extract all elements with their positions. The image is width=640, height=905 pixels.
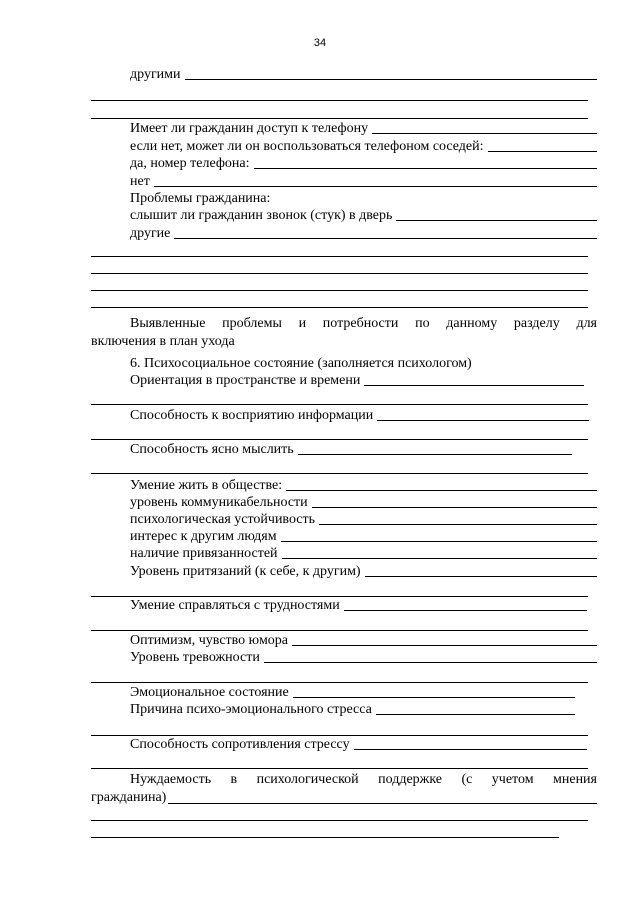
blank-line[interactable]: [91, 473, 588, 474]
line-society: [91, 477, 597, 494]
blank-line[interactable]: [91, 290, 588, 291]
blank-no[interactable]: [154, 186, 597, 187]
line-problems: [91, 190, 597, 207]
line-coping: [91, 597, 597, 614]
blank-attachments[interactable]: [282, 558, 597, 559]
support-need-line1: Нуждаемость в психологической поддержке (с учетом мнения: [130, 772, 597, 787]
label-anxiety: Уровень тревожности: [130, 650, 260, 665]
blank-society[interactable]: [286, 490, 597, 491]
line-drugimi: [91, 66, 597, 83]
line-others: [91, 225, 597, 242]
identified-problems-line2: включения в план ухода: [91, 334, 235, 349]
line-stress-resistance: [91, 736, 597, 753]
label-no: нет: [130, 174, 150, 189]
label-drugimi: другими: [130, 67, 181, 82]
blank-communication[interactable]: [312, 507, 597, 508]
blank-line[interactable]: [91, 682, 588, 683]
blank-line[interactable]: [91, 820, 588, 821]
label-problems: Проблемы гражданина:: [130, 191, 271, 206]
line-attachments: [91, 545, 597, 562]
blank-line[interactable]: [91, 100, 588, 101]
label-stress-cause: Причина психо-эмоционального стресса: [130, 702, 372, 717]
blank-coping[interactable]: [344, 610, 587, 611]
line-aspirations: [91, 563, 597, 580]
blank-line[interactable]: [91, 439, 588, 440]
support-need-line2-row: [91, 789, 597, 807]
label-communication: уровень коммуникабельности: [130, 495, 308, 510]
support-need-paragraph: [91, 771, 597, 807]
section-6-heading: [91, 355, 597, 372]
label-society: Умение жить в обществе:: [130, 478, 283, 493]
label-coping: Умение справляться с трудностями: [130, 598, 340, 613]
label-phone-access: Имеет ли гражданин доступ к телефону: [130, 121, 369, 136]
blank-yes-number[interactable]: [254, 168, 597, 169]
blank-others[interactable]: [174, 238, 597, 239]
label-attachments: наличие привязанностей: [130, 546, 278, 561]
blank-orientation[interactable]: [364, 385, 584, 386]
line-anxiety: [91, 649, 597, 666]
line-communication: [91, 494, 597, 511]
label-psych-stability: психологическая устойчивость: [130, 512, 316, 527]
label-emotional-state: Эмоциональное состояние: [130, 685, 289, 700]
blank-drugimi[interactable]: [185, 79, 597, 80]
blank-emotional-state[interactable]: [293, 697, 575, 698]
blank-line[interactable]: [91, 404, 588, 405]
line-hears-bell: [91, 207, 597, 224]
blank-line[interactable]: [91, 630, 588, 631]
label-section-6: 6. Психосоциальное состояние (заполняется психологом): [130, 356, 472, 371]
line-phone-access: [91, 120, 597, 137]
line-interest-people: [91, 528, 597, 545]
blank-aspirations[interactable]: [365, 576, 597, 577]
line-emotional-state: [91, 684, 597, 701]
blank-optimism[interactable]: [292, 645, 597, 646]
page-number: 34: [313, 37, 327, 49]
label-neighbors-phone: если нет, может ли он воспользоваться телефоном соседей:: [130, 139, 484, 154]
label-aspirations: Уровень притязаний (к себе, к другим): [130, 564, 361, 579]
blank-anxiety[interactable]: [264, 662, 597, 663]
blank-stress-resistance[interactable]: [354, 749, 587, 750]
label-others: другие: [130, 226, 171, 241]
label-yes-number: да, номер телефона:: [130, 156, 250, 171]
blank-line[interactable]: [91, 837, 559, 838]
identified-problems-line1: Выявленные проблемы и потребности по данному разделу для: [130, 316, 597, 331]
label-clear-thinking: Способность ясно мыслить: [130, 442, 294, 457]
label-interest-people: интерес к другим людям: [130, 529, 277, 544]
label-orientation: Ориентация в пространстве и времени: [130, 373, 361, 388]
blank-psych-stability[interactable]: [319, 524, 597, 525]
line-psych-stability: [91, 511, 597, 528]
blank-stress-cause[interactable]: [376, 714, 575, 715]
line-yes-number: [91, 155, 597, 172]
blank-support-need[interactable]: [168, 803, 597, 804]
blank-neighbors-phone[interactable]: [488, 151, 597, 152]
line-perception: [91, 407, 597, 424]
blank-line[interactable]: [91, 273, 588, 274]
blank-perception[interactable]: [377, 420, 589, 421]
line-orientation: [91, 372, 597, 389]
support-need-line2: гражданина): [91, 790, 167, 805]
label-optimism: Оптимизм, чувство юмора: [130, 633, 289, 648]
line-neighbors-phone: [91, 138, 597, 155]
blank-phone-access[interactable]: [372, 133, 597, 134]
line-stress-cause: [91, 701, 597, 718]
blank-line[interactable]: [91, 768, 588, 769]
blank-hears-bell[interactable]: [396, 220, 597, 221]
identified-problems-paragraph: [91, 315, 597, 351]
blank-line[interactable]: [91, 256, 588, 257]
line-no: [91, 173, 597, 190]
line-clear-thinking: [91, 441, 597, 458]
blank-interest-people[interactable]: [281, 541, 597, 542]
label-hears-bell: слышит ли гражданин звонок (стук) в дверь: [130, 208, 393, 223]
label-stress-resistance: Способность сопротивления стрессу: [130, 737, 350, 752]
blank-clear-thinking[interactable]: [298, 454, 572, 455]
blank-line[interactable]: [91, 307, 588, 308]
label-perception: Способность к восприятию информации: [130, 408, 374, 423]
blank-line[interactable]: [91, 118, 588, 119]
line-optimism: [91, 632, 597, 649]
